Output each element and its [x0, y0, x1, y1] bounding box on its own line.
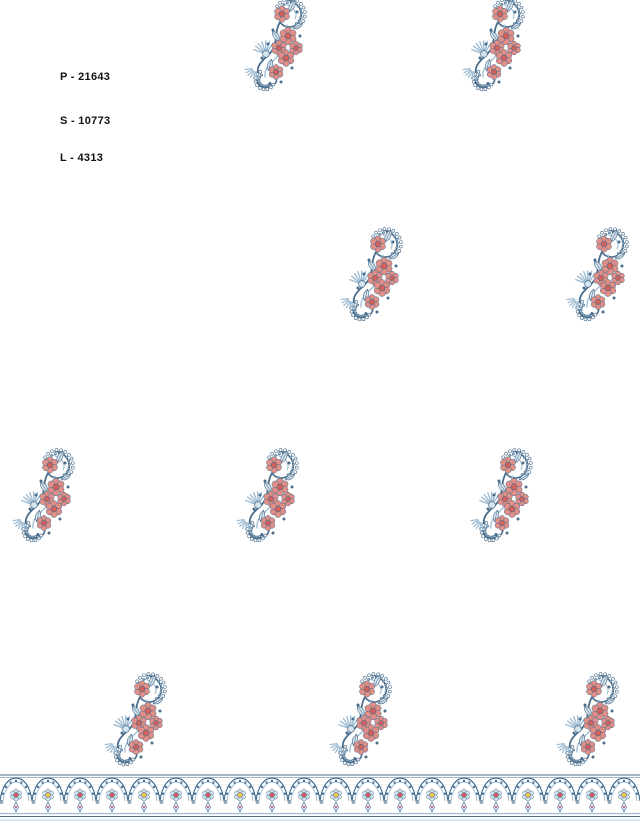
motif-paisley	[325, 667, 405, 772]
bottom-border-band	[0, 771, 640, 823]
code-l: L - 4313	[60, 152, 104, 164]
motif-paisley	[458, 0, 538, 97]
motif-paisley	[466, 443, 546, 548]
motif-paisley	[562, 222, 640, 327]
motif-paisley	[336, 222, 416, 327]
motif-paisley	[8, 443, 88, 548]
motif-paisley	[100, 667, 180, 772]
code-p: P - 21643	[60, 71, 111, 83]
code-s: S - 10773	[60, 115, 111, 127]
motif-paisley	[240, 0, 320, 97]
motif-paisley	[232, 443, 312, 548]
motif-paisley	[552, 667, 632, 772]
